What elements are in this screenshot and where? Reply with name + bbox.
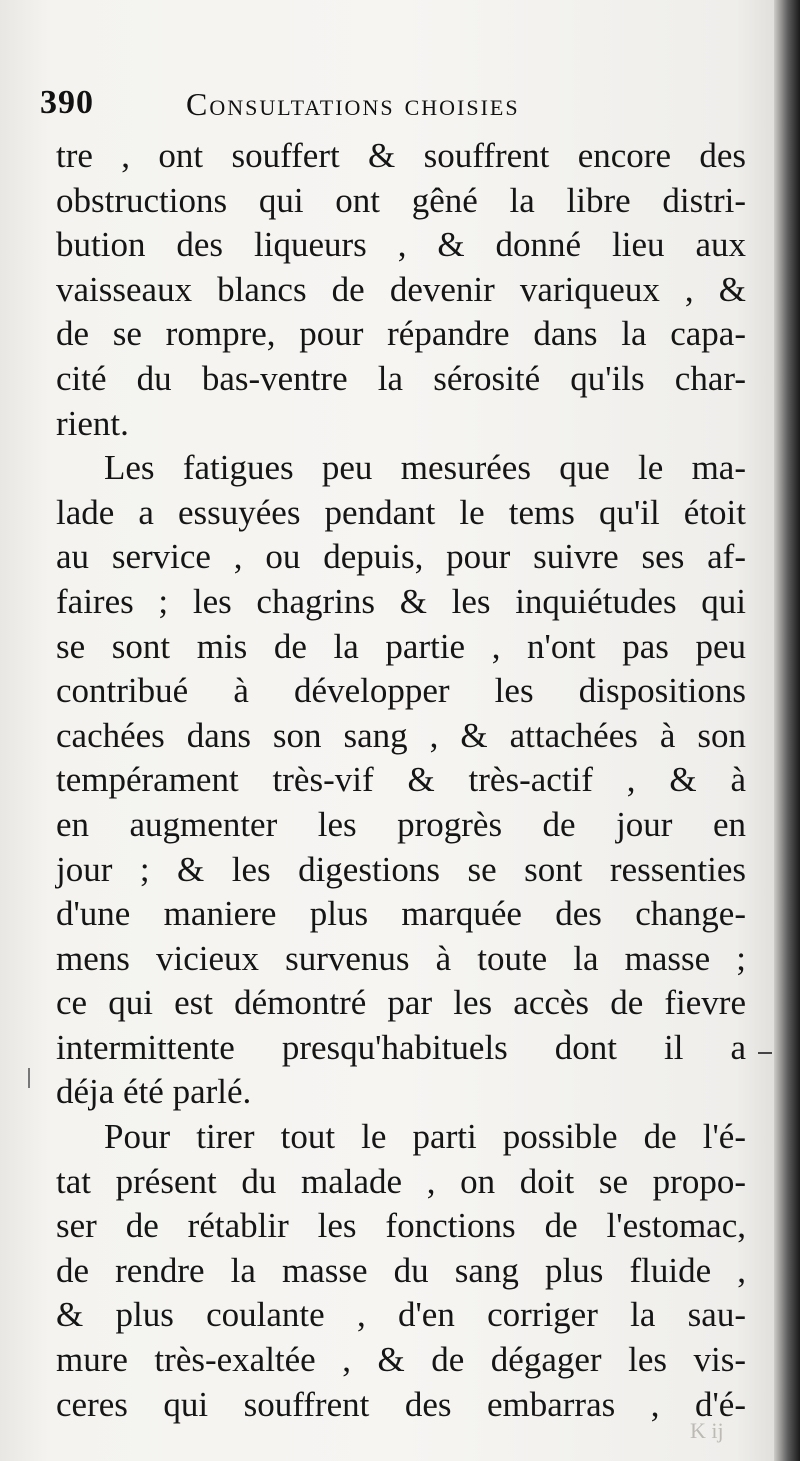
text-line: tre , ont souffert & souffrent encore des	[56, 136, 746, 175]
text-line: déja été parlé.	[56, 1072, 252, 1112]
text-line: de rendre la masse du sang plus fluide ,	[56, 1250, 746, 1290]
text-line: Les fatigues peu mesurées que le ma-	[104, 448, 746, 488]
page-header	[40, 84, 740, 128]
text-line: au service , ou depuis, pour suivre ses af-	[56, 537, 746, 577]
margin-mark	[758, 1052, 772, 1054]
text-line: ce qui est démontré par les accès de fievre	[56, 983, 746, 1023]
signature-mark: K ij	[690, 1418, 724, 1443]
text-line: en augmenter les progrès de jour en	[56, 804, 746, 844]
text-line: mure très-exaltée , & de dégager les vis-	[56, 1340, 746, 1380]
margin-mark	[28, 1068, 30, 1088]
text-line: de se rompre, pour répandre dans la capa-	[56, 314, 746, 354]
text-line: lade a essuyées pendant le tems qu'il étoit	[56, 492, 746, 532]
text-line: cité du bas-ventre la sérosité qu'ils char-	[56, 358, 746, 398]
text-line: & plus coulante , d'en corriger la sau-	[56, 1295, 746, 1335]
text-line: rient.	[56, 403, 129, 443]
running-title: Consultations choisies	[186, 86, 520, 122]
text-line: se sont mis de la partie , n'ont pas peu	[56, 626, 746, 666]
text-line: ceres qui souffrent des embarras , d'é-	[56, 1384, 746, 1424]
book-spine-shadow	[774, 0, 800, 1461]
text-line: d'une maniere plus marquée des change-	[56, 894, 746, 934]
text-line: bution des liqueurs , & donné lieu aux	[56, 225, 746, 265]
text-line: cachées dans son sang , & attachées à son	[56, 715, 746, 755]
text-line: faires ; les chagrins & les inquiétudes qui	[56, 581, 746, 621]
text-line: intermittente presqu'habituels dont il a	[56, 1027, 746, 1067]
text-line: vaisseaux blancs de devenir variqueux , &	[56, 269, 746, 309]
text-line: mens vicieux survenus à toute la masse ;	[56, 938, 746, 978]
page-number: 390	[40, 84, 94, 121]
text-line: contribué à développer les dispositions	[56, 671, 746, 711]
text-line: Pour tirer tout le parti possible de l'é-	[104, 1117, 746, 1157]
body-text	[56, 134, 746, 1427]
text-line: ser de rétablir les fonctions de l'estomac,	[56, 1206, 746, 1246]
text-line: tat présent du malade , on doit se propo-	[56, 1161, 746, 1201]
text-line: jour ; & les digestions se sont ressenties	[56, 849, 746, 889]
text-line: obstructions qui ont gêné la libre distri-	[56, 180, 746, 220]
text-line: tempérament très-vif & très-actif , & à	[56, 760, 746, 800]
